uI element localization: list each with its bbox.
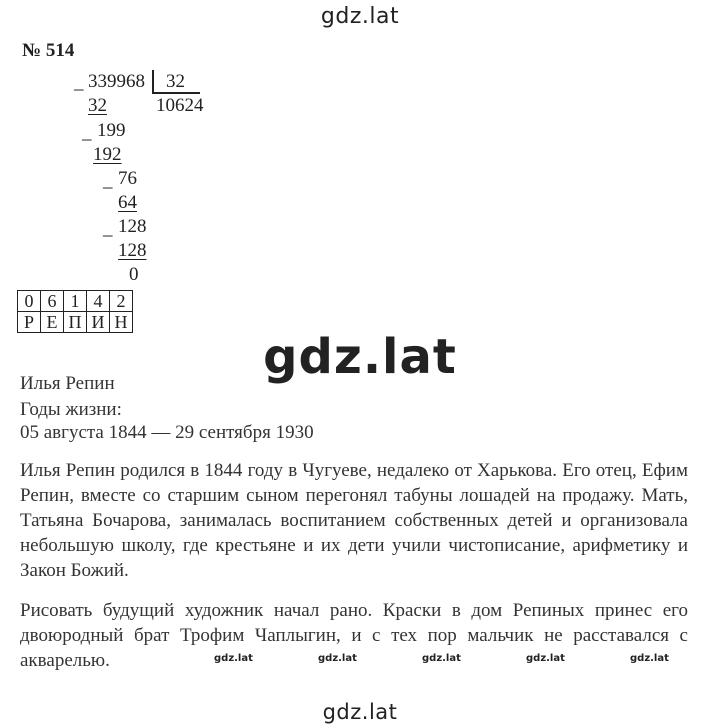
watermark-small: gdz.lat <box>422 653 461 664</box>
minus-sign: _ <box>74 72 84 93</box>
minus-sign: _ <box>82 122 92 143</box>
cipher-digit: 2 <box>110 291 133 312</box>
bio-paragraph: Рисовать будущий художник начал рано. Краски в дом Репиных принес его двоюродный брат Трофим Чаплыгин, и с тех пор мальчик не расставался с акварелью. <box>20 600 688 671</box>
divisor: 32 <box>166 71 185 92</box>
bio-paragraph: Илья Репин родился в 1844 году в Чугуеве, недалеко от Харькова. Его отец, Ефим Репин, вместе со старшим сыном перегонял табуны лошадей на продажу. Мать, Татьяна Бочарова, занималась воспитанием собственных детей и организовала небольшую школу, где крестьяне и их дети учили чистописание, арифметику и Закон Божий. <box>20 460 688 581</box>
division-step: 199 <box>97 120 126 141</box>
cipher-letter: П <box>64 312 87 333</box>
watermark-small: gdz.lat <box>526 653 565 664</box>
watermark-top: gdz.lat <box>320 4 400 29</box>
division-bar <box>152 70 154 92</box>
watermark-small: gdz.lat <box>630 653 669 664</box>
division-step: 64 <box>118 192 137 213</box>
watermark-small: gdz.lat <box>214 653 253 664</box>
cipher-digit: 1 <box>64 291 87 312</box>
division-step: 128 <box>118 240 147 261</box>
cipher-letter: И <box>87 312 110 333</box>
division-step: 128 <box>118 216 147 237</box>
cipher-digit: 4 <box>87 291 110 312</box>
cipher-digit: 6 <box>41 291 64 312</box>
cipher-digit: 0 <box>18 291 41 312</box>
watermark-center: gdz.lat <box>263 329 457 385</box>
watermark-small: gdz.lat <box>318 653 357 664</box>
artist-name: Илья Репин <box>20 373 115 394</box>
division-step: 192 <box>93 144 122 165</box>
cipher-digits-row <box>18 291 133 312</box>
life-years: 05 августа 1844 — 29 сентября 1930 <box>20 422 314 443</box>
division-step: 76 <box>118 168 137 189</box>
division-remainder: 0 <box>129 264 139 285</box>
cipher-letter: Н <box>110 312 133 333</box>
cipher-table <box>17 290 133 333</box>
minus-sign: _ <box>103 218 113 239</box>
dividend: 339968 <box>88 71 145 92</box>
quotient: 10624 <box>156 95 204 116</box>
task-number: № 514 <box>22 40 75 61</box>
cipher-letter: Е <box>41 312 64 333</box>
years-label: Годы жизни: <box>20 399 122 420</box>
watermark-bottom: gdz.lat <box>322 700 398 724</box>
minus-sign: _ <box>103 170 113 191</box>
cipher-letters-row <box>18 312 133 333</box>
cipher-letter: Р <box>18 312 41 333</box>
division-step: 32 <box>88 95 107 116</box>
